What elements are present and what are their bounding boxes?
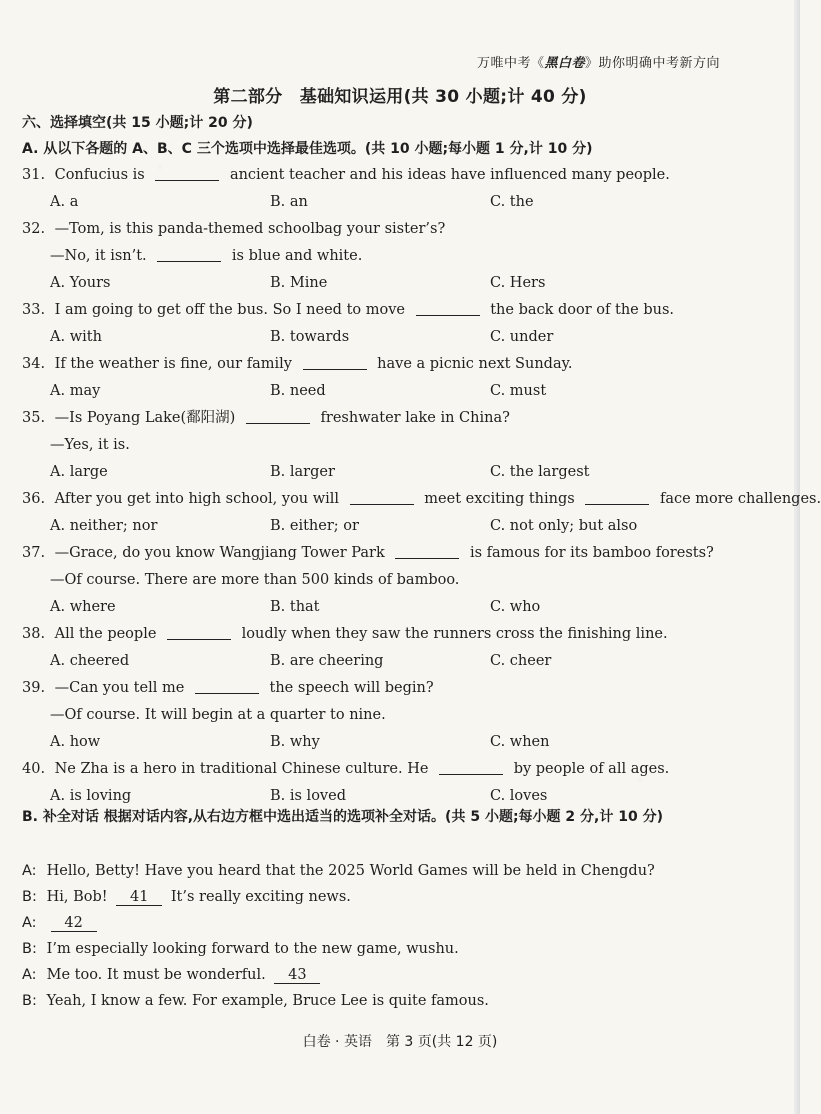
option-b: B. need: [270, 383, 326, 399]
question-36: [22, 489, 821, 516]
option-b: B. are cheering: [270, 653, 384, 669]
question-text-middle: meet exciting things: [424, 491, 575, 507]
question-number: 38.: [22, 626, 46, 642]
section-title: 第二部分 基础知识运用(共 30 小题;计 40 分): [213, 87, 587, 107]
question-text-before: Confucius is: [54, 167, 145, 183]
answer-blank-43: 43: [274, 967, 320, 984]
options-36: [22, 516, 757, 543]
question-text-after: have a picnic next Sunday.: [377, 356, 573, 372]
page-footer: 白卷 · 英语 第 3 页(共 12 页): [302, 1034, 498, 1050]
options-39: [22, 732, 757, 759]
dialogue-text-after: It’s really exciting news.: [170, 889, 351, 905]
part-b-heading: B. 补全对话 根据对话内容,从右边方框中选出适当的选项补全对话。(共 5 小题;每小题 2 分,计 10 分): [22, 809, 663, 825]
option-a: A. with: [50, 329, 102, 345]
question-35-line-2: [22, 435, 757, 462]
option-a: A. Yours: [50, 275, 111, 291]
question-text-before: I am going to get off the bus. So I need to move: [54, 302, 405, 318]
option-c: C. the largest: [490, 464, 590, 480]
question-38: [22, 624, 757, 651]
option-a: A. how: [50, 734, 101, 750]
dialogue-line: [22, 991, 762, 1017]
speaker-label: A:: [22, 915, 37, 931]
options-32: [22, 273, 757, 300]
question-31: [22, 165, 757, 192]
option-c: C. the: [490, 194, 534, 210]
option-b: B. Mine: [270, 275, 328, 291]
question-text-before: —Grace, do you know Wangjiang Tower Park: [54, 545, 385, 561]
question-text-after: face more challenges.: [659, 491, 821, 507]
question-number: 36.: [22, 491, 46, 507]
question-text-after: is famous for its bamboo forests?: [469, 545, 714, 561]
question-40: [22, 759, 757, 786]
answer-blank: [246, 423, 310, 424]
question-39-line-2: [22, 705, 757, 732]
question-text-after: loudly when they saw the runners cross the finishing line.: [241, 626, 668, 642]
answer-blank: [350, 504, 414, 505]
option-a: A. where: [50, 599, 116, 615]
question-number: 40.: [22, 761, 46, 777]
speaker-label: A:: [22, 967, 37, 983]
speaker-label: B:: [22, 993, 37, 1009]
options-34: [22, 381, 757, 408]
option-b: B. towards: [270, 329, 350, 345]
question-33: [22, 300, 757, 327]
options-33: [22, 327, 757, 354]
option-a: A. may: [50, 383, 101, 399]
question-text-before: If the weather is fine, our family: [54, 356, 292, 372]
answer-blank: [439, 774, 503, 775]
question-number: 33.: [22, 302, 46, 318]
question-39: [22, 678, 757, 705]
question-text-before: —No, it isn’t.: [50, 248, 147, 264]
option-b: B. larger: [270, 464, 335, 480]
option-c: C. must: [490, 383, 547, 399]
part-heading: 六、选择填空(共 15 小题;计 20 分): [22, 115, 253, 131]
question-text: —Yes, it is.: [50, 437, 130, 453]
answer-blank: [167, 639, 231, 640]
dialogue-line: [22, 861, 762, 887]
option-c: C. not only; but also: [490, 518, 638, 534]
option-c: C. when: [490, 734, 550, 750]
question-text-after: freshwater lake in China?: [320, 410, 510, 426]
page-edge-shadow: [794, 0, 800, 1114]
dialogue-text: Hello, Betty! Have you heard that the 2025 World Games will be held in Chengdu?: [46, 863, 655, 879]
option-c: C. cheer: [490, 653, 552, 669]
question-text-before: Ne Zha is a hero in traditional Chinese culture. He: [54, 761, 429, 777]
slogan-prefix: 万唯中考《: [476, 56, 545, 71]
speaker-label: B:: [22, 889, 37, 905]
question-number: 31.: [22, 167, 46, 183]
dialogue-line: [22, 939, 762, 965]
option-a: A. is loving: [50, 788, 132, 804]
question-32: [22, 219, 757, 246]
options-37: [22, 597, 757, 624]
answer-blank: [157, 261, 221, 262]
dialogue-text: Yeah, I know a few. For example, Bruce Lee is quite famous.: [46, 993, 489, 1009]
slogan-suffix: 》助你明确中考新方向: [584, 56, 720, 71]
question-text-before: After you get into high school, you will: [54, 491, 340, 507]
question-text: —Of course. There are more than 500 kinds of bamboo.: [50, 572, 460, 588]
answer-blank: [585, 504, 649, 505]
option-c: C. loves: [490, 788, 548, 804]
question-text-before: —Can you tell me: [54, 680, 185, 696]
option-b: B. why: [270, 734, 320, 750]
answer-blank: [155, 180, 219, 181]
option-a: A. large: [50, 464, 108, 480]
options-35: [22, 462, 757, 489]
question-text-after: the back door of the bus.: [490, 302, 675, 318]
header-slogan: [477, 52, 720, 71]
option-c: C. under: [490, 329, 554, 345]
question-number: 34.: [22, 356, 46, 372]
speaker-label: B:: [22, 941, 37, 957]
question-text-after: the speech will begin?: [269, 680, 434, 696]
dialogue-line: [22, 913, 762, 939]
dialogue-text-before: Hi, Bob!: [46, 889, 108, 905]
answer-blank-41: 41: [116, 889, 162, 906]
question-text-before: —Is Poyang Lake(鄱阳湖): [54, 410, 236, 426]
option-b: B. is loved: [270, 788, 346, 804]
question-text-after: ancient teacher and his ideas have influenced many people.: [229, 167, 670, 183]
question-37: [22, 543, 757, 570]
option-c: C. who: [490, 599, 541, 615]
dialogue-text-before: Me too. It must be wonderful.: [46, 967, 266, 983]
questions-list: [22, 165, 821, 813]
subheading-a: A. 从以下各题的 A、B、C 三个选项中选择最佳选项。(共 10 小题;每小题 1 分,计 10 分): [22, 141, 593, 157]
dialogue-text: I’m especially looking forward to the new game, wushu.: [46, 941, 459, 957]
dialogue-line: [22, 887, 762, 913]
dialogue-line: [22, 965, 762, 991]
option-b: B. that: [270, 599, 320, 615]
question-number: 39.: [22, 680, 46, 696]
question-number: 35.: [22, 410, 46, 426]
answer-blank: [395, 558, 459, 559]
option-a: A. neither; nor: [50, 518, 158, 534]
answer-blank-42: 42: [51, 915, 97, 932]
answer-blank: [303, 369, 367, 370]
question-35: [22, 408, 757, 435]
question-34: [22, 354, 757, 381]
speaker-label: A:: [22, 863, 37, 879]
question-number: 32.: [22, 221, 46, 237]
question-text-after: is blue and white.: [231, 248, 363, 264]
question-text-after: by people of all ages.: [513, 761, 670, 777]
question-text: —Tom, is this panda-themed schoolbag your sister’s?: [54, 221, 446, 237]
question-text-before: All the people: [54, 626, 157, 642]
question-text: —Of course. It will begin at a quarter to nine.: [50, 707, 386, 723]
answer-blank: [416, 315, 480, 316]
option-a: A. a: [50, 194, 79, 210]
dialogue: [22, 861, 762, 1017]
options-38: [22, 651, 757, 678]
option-a: A. cheered: [50, 653, 130, 669]
answer-blank: [195, 693, 259, 694]
slogan-brand: 黑白卷: [544, 56, 585, 71]
option-b: B. an: [270, 194, 308, 210]
question-37-line-2: [22, 570, 757, 597]
option-b: B. either; or: [270, 518, 359, 534]
question-number: 37.: [22, 545, 46, 561]
options-31: [22, 192, 757, 219]
option-c: C. Hers: [490, 275, 546, 291]
question-32-line-2: [22, 246, 757, 273]
